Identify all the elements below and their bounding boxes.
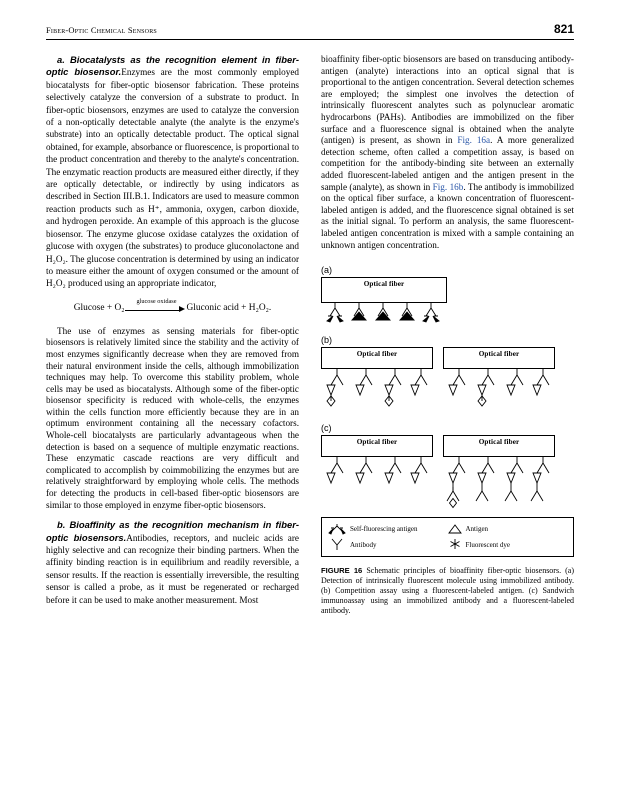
- right-par1-b: . A more generalized detection scheme, often called a competition assay, is based on competition for the antibody-binding site between an externally added fluorescent-labeled antigen and the antigen present in the sample (analyte), as shown in: [321, 135, 574, 192]
- panel-c-row: [321, 435, 574, 511]
- panel-b-left-complexes: [321, 369, 433, 417]
- figure-16: [321, 265, 574, 616]
- legend-row-1: [328, 523, 567, 535]
- antigen-icon: [448, 523, 462, 535]
- figure-caption: [321, 566, 574, 616]
- figure-caption-number: FIGURE 16: [321, 566, 363, 576]
- equation-catalyst: glucose oxidase: [136, 297, 177, 305]
- legend-item-antigen: [448, 523, 568, 535]
- panel-c-left-complexes: [321, 457, 433, 511]
- fluorescent-dye-icon: [448, 538, 462, 551]
- right-column: [321, 54, 574, 616]
- panel-b-right-complexes: [443, 369, 555, 417]
- panel-a-label: (a): [321, 265, 332, 276]
- legend-item-fluorescent-dye: [448, 538, 568, 551]
- panel-c-right-fiber-box: [443, 435, 555, 457]
- figure-ref-16b-link[interactable]: Fig. 16b: [432, 181, 464, 192]
- legend-label-0: Self-fluorescing antigen: [350, 525, 418, 534]
- figure-legend: [321, 517, 574, 557]
- legend-label-1: Antigen: [465, 525, 489, 534]
- panel-b-label: (b): [321, 335, 332, 346]
- two-column-body: [46, 54, 574, 616]
- equation-right: Gluconic acid + H₂O₂.: [186, 302, 272, 313]
- panel-b-left: [321, 347, 433, 417]
- panel-c-left: [321, 435, 433, 511]
- right-par1-a: bioaffinity fiber-optic biosensors are based on transducing antibody-antigen (analyte) interactions into an optical signal that is proportional to the antigen concentration. Several detection schemes are employed; the simplest one involves the detection of intrinsically fluorescent analytes such as polynuclear aromatic hydrocarbons (PAHs). Antibodies are immobilized on the fiber surface and a fluorescence signal is obtained when the analyte (antigen) is present, as shown in: [321, 54, 574, 146]
- page-number: 821: [553, 22, 574, 36]
- legend-row-2: [328, 538, 567, 551]
- section-a-body: Enzymes are the most commonly employed biocatalysts for fiber-optic biosensor fabrication. These proteins selectively catalyze the conversion of a substrate to product. In fiber-optic biosensors, enzymes are used to catalyze the conversion of a non-optically detectable analyte (the analyte is the enzyme's substrate) into an optically detectable product. The optical signal obtained, for example, absorbance or fluorescence, is proportional to the product concentration and thereby to the analyte's concentration. The enzymatic reaction products are measured either directly, if they are optically detectable, or indirectly by using indicators as described in Section III.B.1. Indicators are used to measure common reaction products such as H⁺, ammonia, oxygen, carbon dioxide, and hydrogen peroxide. An example of this approach is the glucose biosensor. The enzyme glucose oxidase catalyzes the oxidation of glucose with oxygen (the substrates) to produce gluconolactone and H₂O₂. The glucose concentration is determined by using an indicator to measure either the amount of oxygen consumed or the amount of H₂O₂ produced using an appropriate indicator,: [46, 67, 300, 289]
- section-b: [46, 519, 299, 606]
- section-a-heading: a. Biocatalysts as the recognition element in fiber-optic biosensor.: [46, 54, 299, 78]
- figure-caption-text: Schematic principles of bioaffinity fiber-optic biosensors. (a) Detection of intrinsically fluorescent molecule using immobilized antibody. (b) Competition assay using a fluorescent-labeled antigen. (c) Sandwich immunoassay using an immobilized antibody and a fluorescent-labeled antibody.: [321, 566, 575, 616]
- figure-panel-c: [321, 423, 574, 511]
- panel-a-fiber-box: [321, 277, 447, 303]
- panel-b-left-fiber-label: Optical fiber: [356, 350, 398, 359]
- legend-label-3: Fluorescent dye: [465, 540, 511, 549]
- panel-c-right-complexes: [443, 457, 555, 511]
- panel-b-row: [321, 347, 574, 417]
- section-b-body: Antibodies, receptors, and nucleic acids are highly selective and can recognize their binding partners. When the affinity binding reaction is in equilibrium and readily reversible, a sensor results. If the reaction is essentially irreversible, the resulting sensor is called a probe, as it must be regenerated or recharged before it can be used to make another measurement. Most: [46, 532, 300, 605]
- figure-panel-a: [321, 265, 574, 329]
- legend-item-self-fluorescing-antigen: [328, 523, 448, 535]
- panel-a-fiber-label: Optical fiber: [363, 280, 405, 289]
- antibody-icon: [328, 538, 346, 551]
- legend-label-2: Antibody: [350, 540, 377, 549]
- running-head: [46, 22, 574, 40]
- panel-c-label: (c): [321, 423, 332, 434]
- panel-c-right: [443, 435, 555, 511]
- page-sheet: [46, 22, 574, 722]
- left-column: [46, 54, 299, 616]
- section-a: [46, 54, 299, 290]
- right-par1-c: . The antibody is immobilized on the optical fiber surface, a known concentration of fluorescent-labeled antigen is added, and the fluorescence signal obtained is set as the initial signal. To perform an analysis, the same fluorescent-labeled antigen concentration is mixed with a sample containing an unknown antigen concentration.: [321, 181, 574, 250]
- panel-a-antibodies: [321, 303, 447, 329]
- reaction-arrow-icon: [125, 297, 187, 315]
- legend-item-antibody: [328, 538, 448, 551]
- left-paragraph-2: The use of enzymes as sensing materials for fiber-optic biosensors is relatively limited since the stability and the activity of most enzymes significantly decrease when they are removed from their natural environment inside the cells, although immobilization techniques may help. To overcome this stability problem, whole cells may be used as biocatalysts. Although some of the fiber-optic biosensor specificity is reduced with whole-cells, the enzymes within the cells function more efficiently because they are in an optimum environment containing all the necessary cofactors. Whole-cell biocatalysts are particularly advantageous when the detection is based on a sequence of multiple enzymatic reactions. These enzymatic cascade reactions are very difficult and complicated to accomplish by coimmobilizing the enzymes but are relatively straightforward by employing whole cells. The methods for detecting the products in cell-based fiber-optic biosensors are similar to those employed in enzyme fiber-optic biosensors.: [46, 325, 299, 510]
- panel-b-right: [443, 347, 555, 417]
- figure-ref-16a-link[interactable]: Fig. 16a: [457, 135, 491, 146]
- panel-b-left-fiber-box: [321, 347, 433, 369]
- running-head-title: Fiber-Optic Chemical Sensors: [46, 25, 157, 35]
- panel-b-right-fiber-label: Optical fiber: [478, 350, 520, 359]
- figure-panel-b: [321, 335, 574, 417]
- self-fluorescing-antigen-icon: [328, 523, 346, 535]
- panel-c-left-fiber-box: [321, 435, 433, 457]
- panel-b-right-fiber-box: [443, 347, 555, 369]
- panel-c-left-fiber-label: Optical fiber: [356, 438, 398, 447]
- panel-c-right-fiber-label: Optical fiber: [478, 438, 520, 447]
- section-b-heading: b. Bioaffinity as the recognition mechanism in fiber-optic biosensors.: [46, 519, 299, 543]
- equation-left: Glucose + O₂: [73, 302, 125, 313]
- right-paragraph-1: [321, 54, 574, 251]
- glucose-oxidase-equation: [46, 297, 299, 315]
